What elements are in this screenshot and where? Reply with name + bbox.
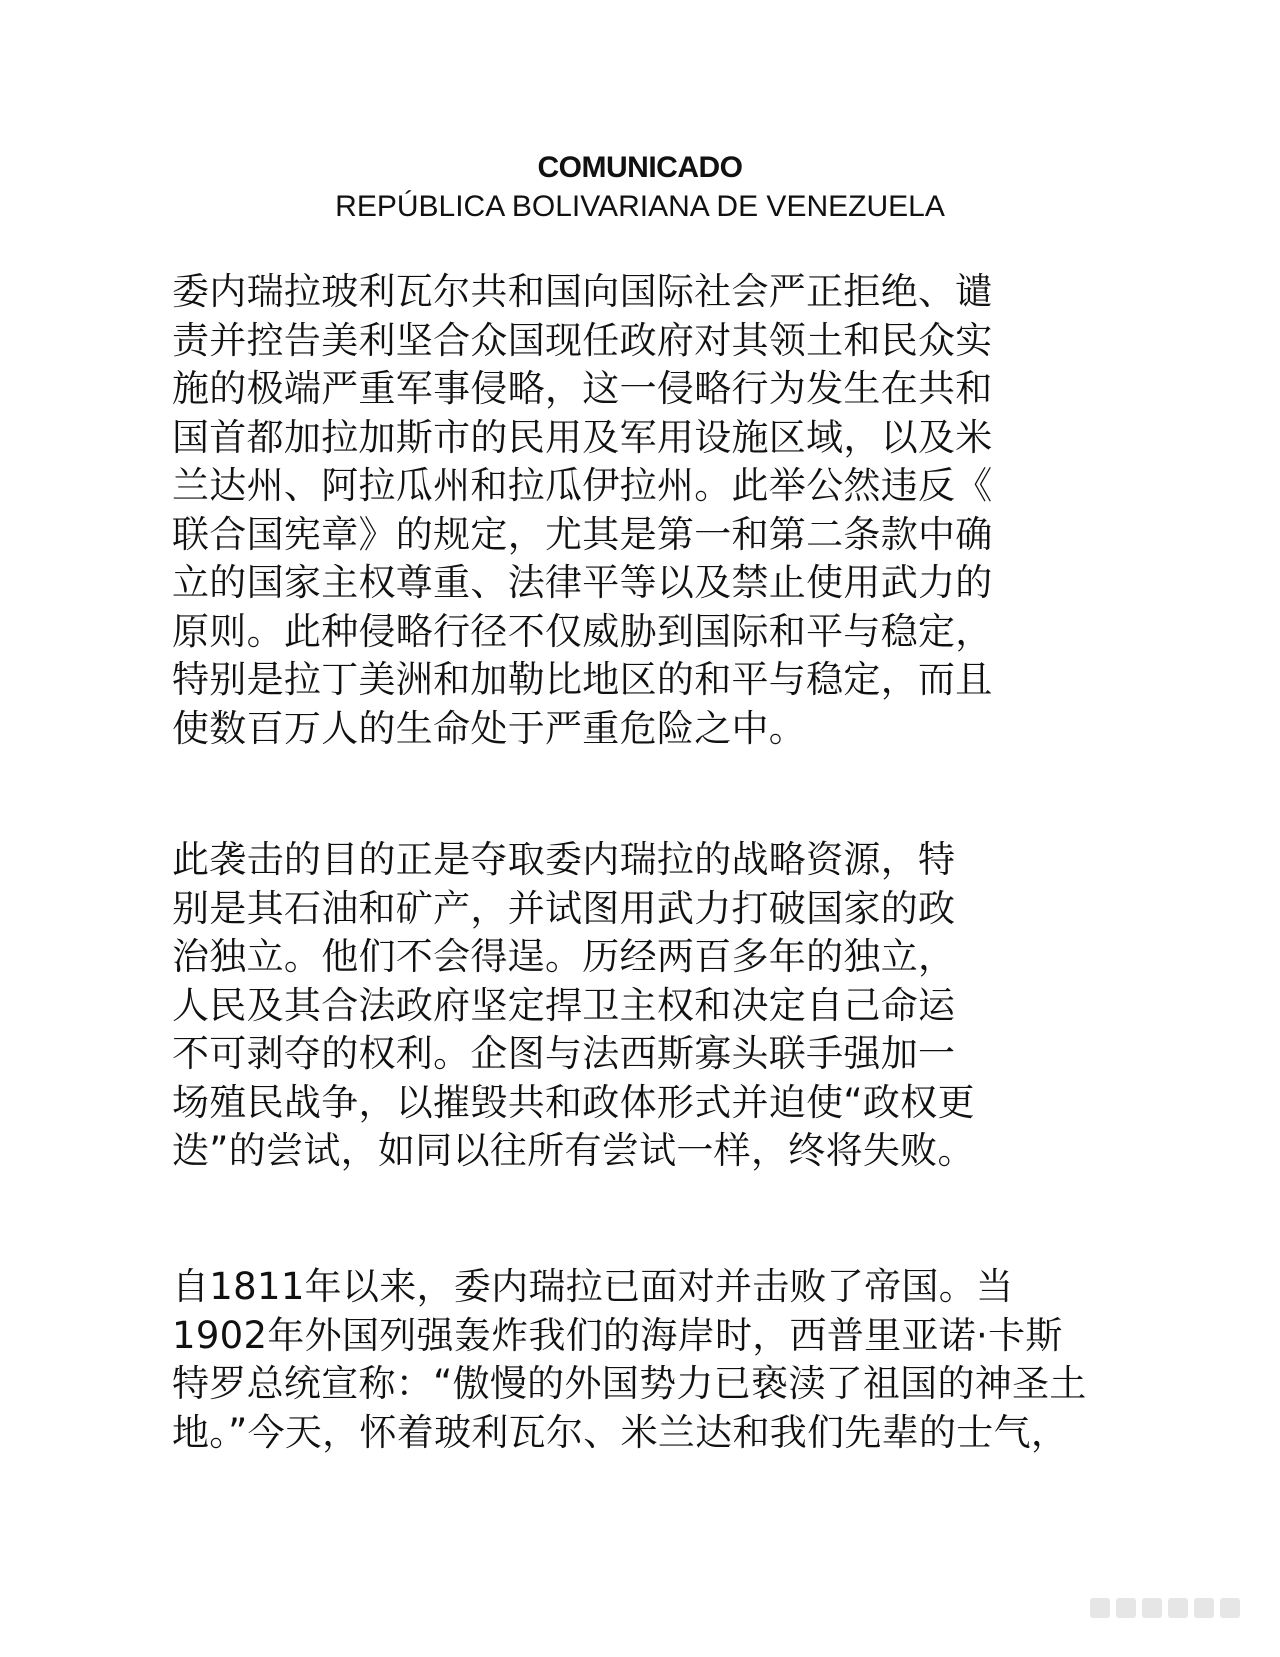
document-title: COMUNICADO: [537, 151, 743, 184]
document-header: [0, 150, 1280, 226]
watermark-icon: [1090, 1595, 1250, 1621]
paragraph-2: 此袭击的目的正是夺取委内瑞拉的战略资源，特 别是其石油和矿产，并试图用武力打破国家的政 治独立。他们不会得逞。历经两百多年的独立， 人民及其合法政府坚定捍卫主权和决定自己命运 不可剥夺的权利。企图与法西斯寡头联手强加一 场殖民战争，以摧毁共和政体形式并迫使“政权更 迭”的尝试，如同以往所有尝试一样，终将失败。: [172, 838, 975, 1172]
paragraph-1: 委内瑞拉玻利瓦尔共和国向国际社会严正拒绝、谴 责并控告美利坚合众国现任政府对其领土和民众实 施的极端严重军事侵略，这一侵略行为发生在共和 国首都加拉加斯市的民用及军用设施区域，以及米 兰达州、阿拉瓜州和拉瓜伊拉州。此举公然违反《 联合国宪章》的规定，尤其是第一和第二条款中确 立的国家主权尊重、法律平等以及禁止使用武力的 原则。此种侵略行径不仅威胁到国际和平与稳定， 特别是拉丁美洲和加勒比地区的和平与稳定，而且 使数百万人的生命处于严重危险之中。: [172, 270, 993, 750]
paragraph-3: 自1811年以来，委内瑞拉已面对并击败了帝国。当 1902年外国列强轰炸我们的海岸时，西普里亚诺·卡斯 特罗总统宣称：“傲慢的外国势力已亵渎了祖国的神圣土 地。”今天，怀着玻利瓦尔、米兰达和我们先辈的士气，: [172, 1265, 1087, 1454]
document-subtitle: REPÚBLICA BOLIVARIANA DE VENEZUELA: [335, 190, 945, 223]
